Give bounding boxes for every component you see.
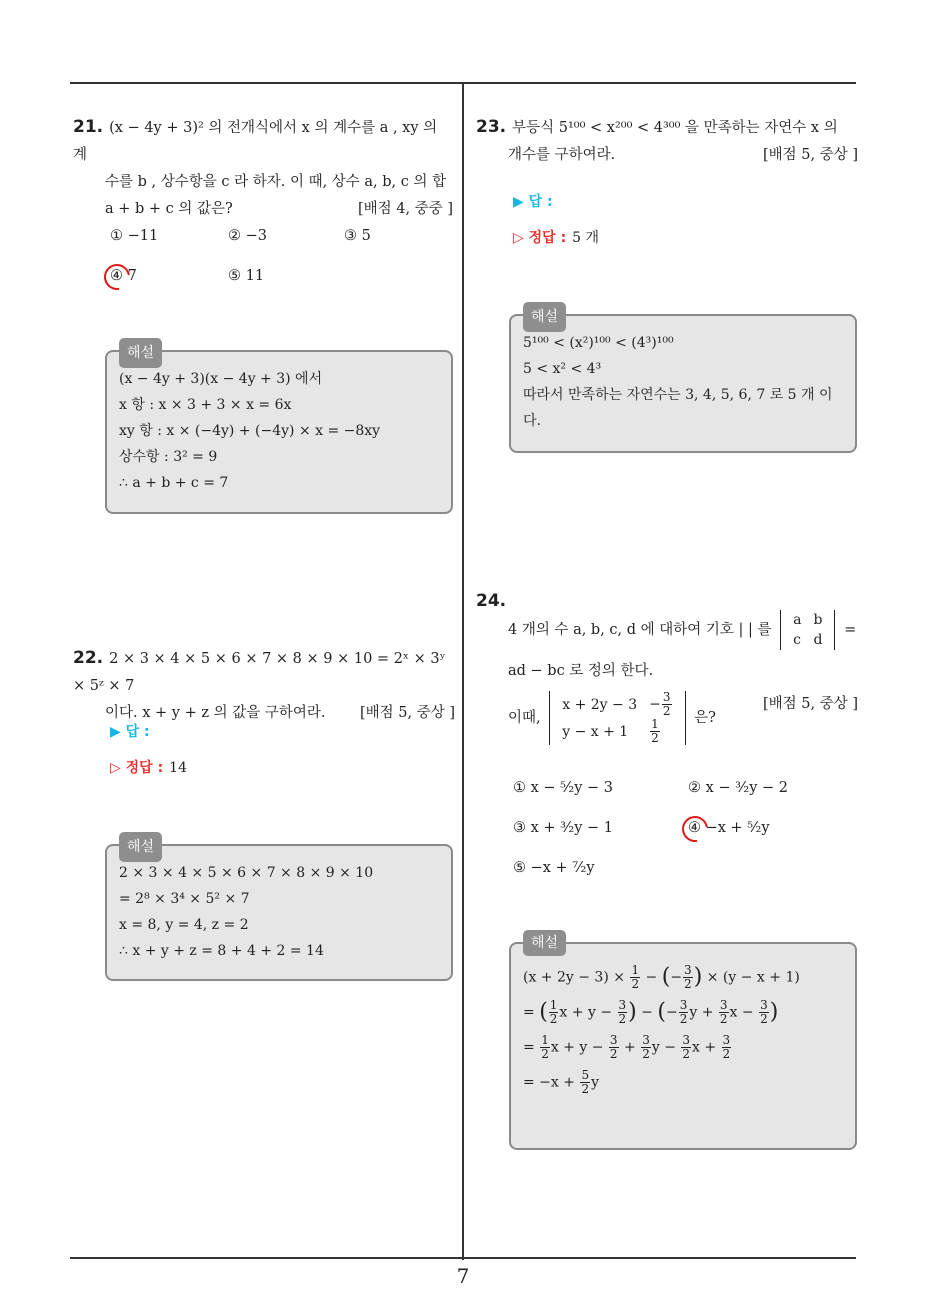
question-text-line: (x − 4y + 3)² 의 전개식에서 x 의 계수를 a , xy 의 계	[73, 120, 438, 163]
solution-line: (x + 2y − 3) × $\frac{1}{2}$ − (− $\frac{3}{2}$ ) × (y − x + 1)	[523, 963, 800, 991]
answer-label: ▶ 답 :	[513, 194, 553, 210]
det-entry: $\frac{1}{2}$	[651, 717, 659, 745]
question-text-line: a + b + c 의 값은?	[105, 201, 233, 217]
solution-box	[105, 839, 453, 981]
answer-label: ▶ 답 :	[110, 724, 150, 740]
solution-line: 5 < x² < 4³	[523, 361, 602, 377]
answer-mark-icon	[677, 811, 713, 847]
question-text-line: 이때,	[508, 710, 541, 726]
det-entry: − $\frac{3}{2}$	[649, 690, 671, 718]
choice-2[interactable]: ② −3	[228, 228, 267, 244]
correct-answer-row	[513, 227, 599, 247]
points-badge: [배점 4, 중중 ]	[357, 201, 453, 217]
question-text-line: ad − bc 로 정의 한다.	[508, 663, 654, 679]
solution-line: 다.	[523, 413, 541, 429]
answer-mark-icon	[99, 259, 135, 295]
solution-box	[105, 345, 453, 514]
question-number: 23.	[476, 117, 507, 137]
question-number: 22.	[73, 648, 104, 668]
correct-label: ▷ 정답 :	[513, 230, 567, 246]
solution-line: = $\frac{1}{2}$ x + y − $\frac{3}{2}$ + $\frac{3}{2}$ y − $\frac{3}{2}$ x + $\frac{3}{2}$	[523, 1033, 731, 1061]
solution-tag: 해설	[119, 832, 162, 862]
question-text-line: 4 개의 수 a, b, c, d 에 대하여 기호 | | 를	[508, 622, 772, 638]
choice-3[interactable]: ③ x + ³⁄₂y − 1	[513, 820, 613, 836]
correct-label: ▷ 정답 :	[110, 760, 164, 776]
solution-tag: 해설	[119, 338, 162, 368]
det-entry: x + 2y − 3	[562, 696, 638, 713]
equals-sign: =	[844, 622, 857, 638]
det-entry: c	[793, 632, 801, 648]
correct-value: 5 개	[572, 230, 600, 246]
solution-tag: 해설	[523, 302, 566, 332]
correct-answer-row	[110, 757, 187, 777]
det-entry: a	[793, 612, 802, 628]
determinant-expression	[549, 691, 685, 745]
solution-line: ∴ a + b + c = 7	[119, 475, 229, 491]
solution-line: 5¹⁰⁰ < (x²)¹⁰⁰ < (4³)¹⁰⁰	[523, 335, 674, 351]
choice-4[interactable]: ④ −x + ⁵⁄₂y	[688, 820, 770, 836]
det-entry: d	[813, 632, 823, 648]
answer-row	[110, 721, 150, 741]
solution-line: = 2⁸ × 3⁴ × 5² × 7	[119, 891, 250, 907]
choice-5[interactable]: ⑤ 11	[228, 268, 265, 284]
question-text-line: 은?	[694, 710, 716, 726]
choice-4[interactable]: ④ 7	[110, 268, 137, 284]
choice-3[interactable]: ③ 5	[344, 228, 371, 244]
correct-value: 14	[169, 760, 187, 776]
question-text-line: 개수를 구하여라.	[508, 147, 616, 163]
choice-2[interactable]: ② x − ³⁄₂y − 2	[688, 780, 788, 796]
choice-1[interactable]: ① x − ⁵⁄₂y − 3	[513, 780, 613, 796]
bottom-rule	[70, 1257, 856, 1259]
choice-1[interactable]: ① −11	[110, 228, 159, 244]
solution-line: ∴ x + y + z = 8 + 4 + 2 = 14	[119, 943, 324, 959]
question-text-line: 이다. x + y + z 의 값을 구하여라.	[105, 705, 326, 721]
determinant-definition	[780, 610, 835, 650]
solution-line: 따라서 만족하는 자연수는 3, 4, 5, 6, 7 로 5 개 이	[523, 387, 833, 403]
question-text-line: 수를 b , 상수항을 c 라 하자. 이 때, 상수 a, b, c 의 합	[105, 174, 447, 190]
points-badge: [배점 5, 중상 ]	[359, 705, 455, 721]
solution-line: xy 항 : x × (−4y) + (−4y) × x = −8xy	[119, 423, 381, 439]
solution-line: (x − 4y + 3)(x − 4y + 3) 에서	[119, 371, 323, 387]
solution-line: x = 8, y = 4, z = 2	[119, 917, 249, 933]
solution-line: = −x + $\frac{5}{2}$ y	[523, 1068, 599, 1096]
det-entry: b	[813, 612, 823, 628]
question-21	[73, 114, 453, 223]
choice-5[interactable]: ⑤ −x + ⁷⁄₂y	[513, 860, 595, 876]
solution-box	[509, 935, 857, 1150]
question-text-line: 부등식 5¹⁰⁰ < x²⁰⁰ < 4³⁰⁰ 을 만족하는 자연수 x 의	[512, 120, 838, 136]
question-number: 24.	[476, 591, 507, 611]
question-text-line: 2 × 3 × 4 × 5 × 6 × 7 × 8 × 9 × 10 = 2ˣ × 3ʸ × 5ᶻ × 7	[73, 651, 446, 694]
solution-line: 상수항 : 3² = 9	[119, 449, 218, 465]
det-entry: y − x + 1	[562, 723, 629, 740]
solution-line: x 항 : x × 3 + 3 × x = 6x	[119, 397, 292, 413]
column-divider	[462, 84, 464, 1260]
solution-tag: 해설	[523, 930, 566, 956]
question-24	[476, 588, 858, 745]
solution-box	[509, 309, 857, 453]
question-23	[476, 114, 858, 169]
question-number: 21.	[73, 117, 104, 137]
question-22	[73, 645, 455, 727]
answer-row	[513, 191, 553, 211]
points-badge: [배점 5, 중상 ]	[762, 147, 858, 163]
solution-line: 2 × 3 × 4 × 5 × 6 × 7 × 8 × 9 × 10	[119, 865, 374, 881]
solution-line: = ( $\frac{1}{2}$ x + y − $\frac{3}{2}$ ) − (− $\frac{3}{2}$ y + $\frac{3}{2}$ x − $\frac{3}{2}$ )	[523, 998, 779, 1026]
points-badge: [배점 5, 중상 ]	[762, 696, 858, 712]
page-number: 7	[456, 1264, 470, 1288]
